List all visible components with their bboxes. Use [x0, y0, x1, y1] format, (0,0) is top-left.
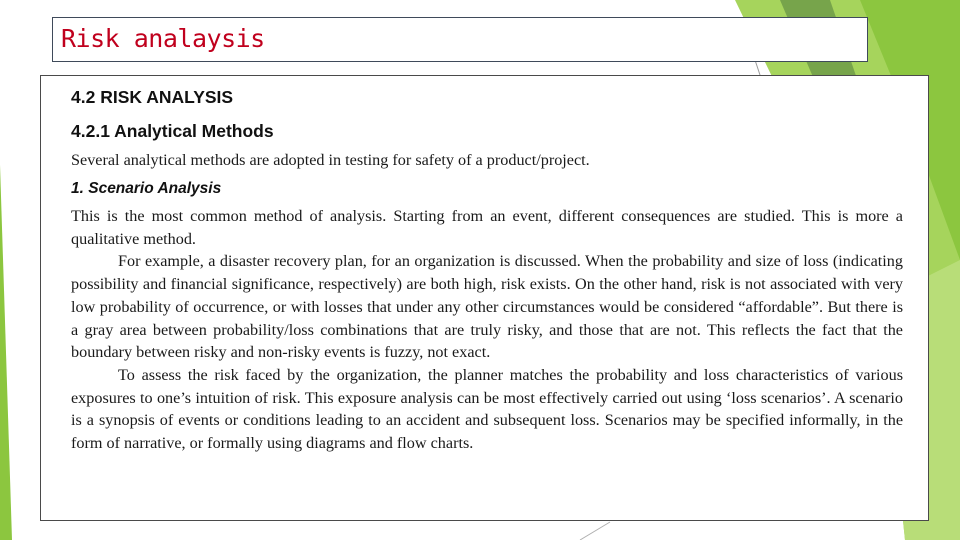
document-excerpt-frame — [40, 75, 929, 521]
section-heading: 4.2 RISK ANALYSIS — [71, 87, 234, 107]
document-content — [71, 86, 903, 455]
intro-text: Several analytical methods are adopted in testing for safety of a product/project. — [71, 151, 590, 169]
slide-title-box — [52, 17, 868, 62]
decor-line-bottom — [580, 522, 610, 540]
paragraph-assessment: To assess the risk faced by the organization, the planner matches the probability and loss characteristics of various exposures to one’s intuition of risk. This exposure analysis can be most effectively carried out using ‘loss scenarios’. A scenario is a synopsis of events or conditions leading to an accident and subsequent loss. Scenarios may be specified informally, in the form of narrative, or formally using diagrams and flow charts. — [71, 365, 903, 453]
method-heading: 1. Scenario Analysis — [71, 180, 222, 197]
paragraph-example: For example, a disaster recovery plan, for an organization is discussed. When the probability and size of loss (indicating possibility and financial significance, respectively) are both high, risk exists. On the other hand, risk is not associated with very low probability of occurrence, or with losses that under any other circumstances would be considered “affordable”. But there is a gray area between probability/loss combinations that are truly risky, and those that are not. This reflects the fact that the boundary between risky and non-risky events is fuzzy, not exact. — [71, 252, 903, 362]
paragraph-overview: This is the most common method of analysis. Starting from an event, different consequences are studied. This is more a qualitative method. — [71, 207, 903, 248]
slide-title: Risk analaysis — [61, 24, 265, 53]
left-green-bar — [0, 165, 12, 540]
subsection-heading: 4.2.1 Analytical Methods — [71, 121, 274, 141]
